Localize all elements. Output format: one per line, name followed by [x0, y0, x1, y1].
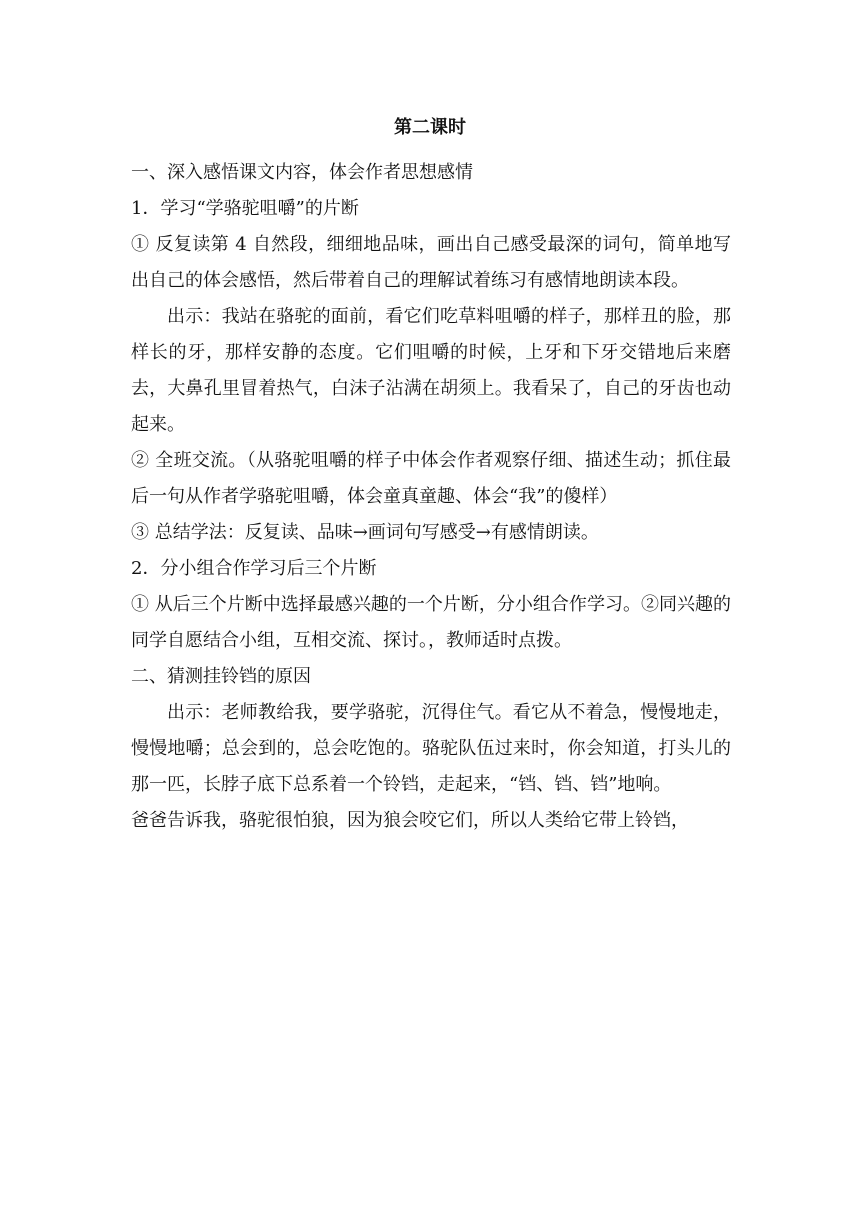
- quoted-text-paragraph: 出示：老师教给我，要学骆驼，沉得住气。看它从不着急，慢慢地走，慢慢地嚼；总会到的，总会吃饱的。骆驼队伍过来时，你会知道，打头儿的那一匹，长脖子底下总系着一个铃铛，走起来，“铛、铛、铛”地响。: [131, 702, 731, 795]
- body-paragraph: ① 从后三个片断中选择最感兴趣的一个片断，分小组合作学习。②同兴趣的同学自愿结合小组，互相交流、探讨。，教师适时点拨。: [131, 594, 731, 651]
- body-paragraph: ③ 总结学法：反复读、品味→画词句写感受→有感情朗读。: [131, 522, 599, 543]
- body-paragraph: ② 全班交流。（从骆驼咀嚼的样子中体会作者观察仔细、描述生动；抓住最后一句从作者学骆驼咀嚼，体会童真童趣、体会“我”的傻样）: [131, 450, 731, 507]
- subsection-heading: 2．分小组合作学习后三个片断: [131, 558, 377, 579]
- section-heading: 一、深入感悟课文内容，体会作者思想感情: [131, 162, 473, 183]
- subsection-heading: 1．学习“学骆驼咀嚼”的片断: [131, 198, 359, 219]
- body-paragraph: ① 反复读第 4 自然段，细细地品味，画出自己感受最深的词句，简单地写出自己的体会感悟，然后带着自己的理解试着练习有感情地朗读本段。: [131, 234, 731, 291]
- section-heading: 二、猜测挂铃铛的原因: [131, 666, 311, 687]
- page-title: 第二课时: [394, 117, 466, 138]
- quoted-text-paragraph: 出示：我站在骆驼的面前，看它们吃草料咀嚼的样子，那样丑的脸，那样长的牙，那样安静的态度。它们咀嚼的时候，上牙和下牙交错地后来磨去，大鼻孔里冒着热气，白沫子沾满在胡须上。我看呆了，自己的牙齿也动起来。: [131, 306, 731, 435]
- body-paragraph: 爸爸告诉我，骆驼很怕狼，因为狼会咬它们，所以人类给它带上铃铛，: [131, 810, 689, 831]
- document-body: [131, 155, 731, 839]
